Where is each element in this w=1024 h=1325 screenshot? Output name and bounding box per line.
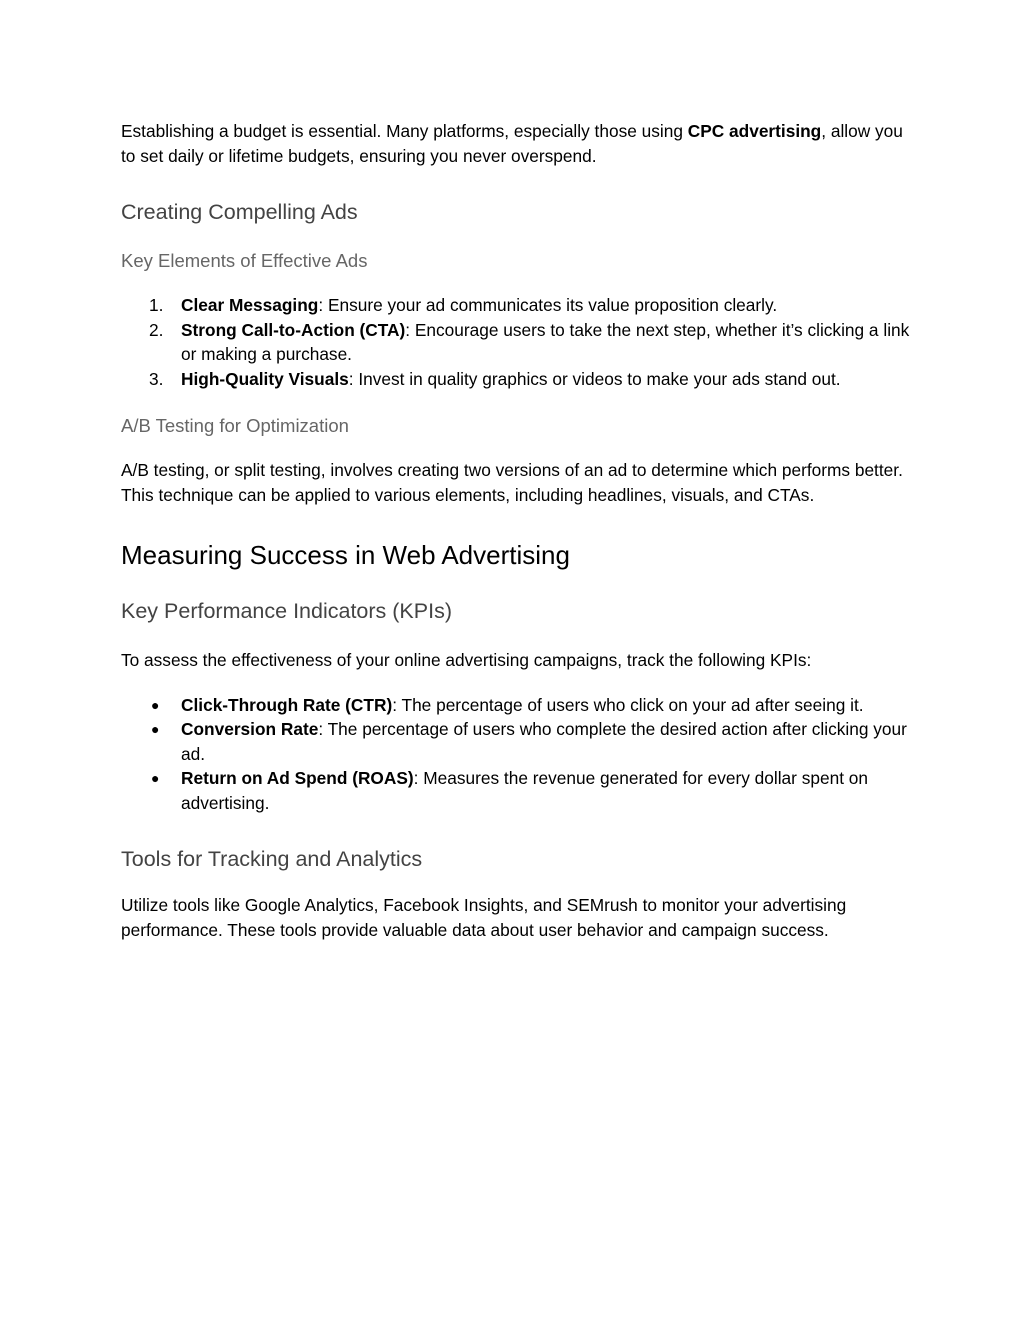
list-item-desc: : Encourage users to take the next step, whether it’s clicking a link or making a purchase. (181, 319, 910, 364)
subheading-ab-testing: A/B Testing for Optimization (121, 415, 349, 436)
key-elements-list (121, 293, 911, 391)
list-item-desc: : Invest in quality graphics or videos to make your ads stand out. (348, 368, 841, 389)
list-item-term: Return on Ad Spend (ROAS) (181, 768, 414, 788)
ab-testing-paragraph: A/B testing, or split testing, involves creating two versions of an ad to determine which performs better. This technique can be applied to various elements, including headlines, visuals, and CTAs. (121, 460, 903, 505)
list-item-term: Clear Messaging (181, 295, 319, 315)
list-marker: 1. (149, 295, 164, 315)
budget-paragraph: Establishing a budget is essential. Many platforms, especially those using CPC advertising, allow you to set daily or lifetime budgets, ensuring you never overspend. (121, 121, 903, 166)
subheading-kpis: Key Performance Indicators (KPIs) (121, 599, 452, 623)
bullet-marker: ● (151, 721, 160, 737)
list-item (121, 318, 911, 367)
list-item-term: Strong Call-to-Action (CTA) (181, 319, 406, 340)
document-body (121, 119, 911, 942)
section-heading-measuring: Measuring Success in Web Advertising (121, 540, 570, 570)
list-item-desc: : Ensure your ad communicates its value proposition clearly. (318, 295, 778, 315)
list-item-term: Conversion Rate (181, 719, 319, 739)
bold-term: CPC advertising (687, 121, 822, 141)
subheading-tools: Tools for Tracking and Analytics (121, 847, 423, 871)
tools-paragraph: Utilize tools like Google Analytics, Facebook Insights, and SEMrush to monitor your advertising performance. These tools provide valuable data about user behavior and campaign success. (121, 895, 847, 940)
list-item-term: Click-Through Rate (CTR) (181, 694, 393, 715)
kpis-list (121, 693, 911, 816)
list-item-desc: : The percentage of users who complete the desired action after clicking your ad. (181, 719, 907, 764)
bullet-marker: ● (151, 696, 160, 713)
bullet-marker: ● (151, 770, 160, 786)
list-item (121, 717, 911, 766)
list-item-desc: : The percentage of users who click on your ad after seeing it. (392, 694, 864, 715)
list-item (121, 293, 911, 318)
list-marker: 2. (149, 319, 164, 340)
list-item (121, 367, 911, 392)
section-heading-creating-ads: Creating Compelling Ads (121, 200, 358, 224)
kpis-intro-paragraph: To assess the effectiveness of your online advertising campaigns, track the following KPIs: (121, 650, 812, 670)
subheading-key-elements: Key Elements of Effective Ads (121, 250, 368, 271)
list-item (121, 693, 911, 718)
list-item-desc: : Measures the revenue generated for every dollar spent on advertising. (181, 768, 869, 813)
list-marker: 3. (149, 368, 164, 389)
list-item (121, 766, 911, 815)
list-item-term: High-Quality Visuals (181, 368, 349, 389)
